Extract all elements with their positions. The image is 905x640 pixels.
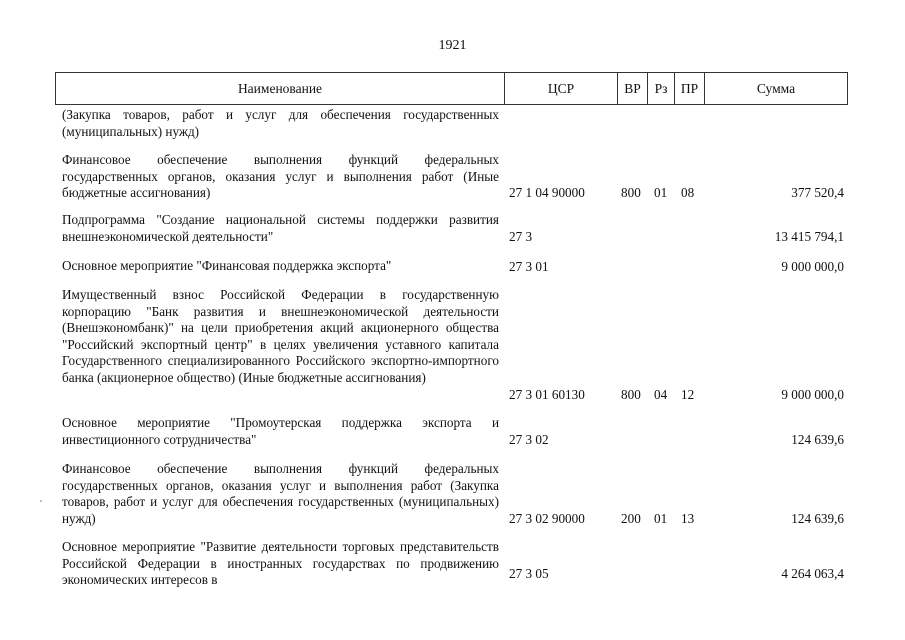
row-pr: 13 xyxy=(681,510,695,526)
row-vr: 800 xyxy=(621,386,641,402)
table-row xyxy=(0,415,905,448)
row-csr: 27 3 01 60130 xyxy=(509,386,585,402)
row-pr: 12 xyxy=(681,386,695,402)
table-row xyxy=(0,107,905,140)
row-rz: 01 xyxy=(654,184,668,200)
row-sum: 9 000 000,0 xyxy=(781,258,844,274)
row-csr: 27 1 04 90000 xyxy=(509,184,585,200)
row-sum: 124 639,6 xyxy=(791,431,844,447)
row-name: Финансовое обеспечение выполнения функций федеральных государственных органов, оказания услуг и выполнения работ (Закупка товаров, работ и услуг для обеспечения государственных (муниципальных) нужд) xyxy=(62,461,499,526)
scan-speck xyxy=(40,500,42,502)
header-sum: Сумма xyxy=(756,81,796,96)
table-row xyxy=(0,287,905,403)
row-csr: 27 3 xyxy=(509,228,533,244)
row-rz: 04 xyxy=(654,386,668,402)
row-sum: 124 639,6 xyxy=(791,510,844,526)
row-name: Финансовое обеспечение выполнения функций федеральных государственных органов, оказания услуг и выполнения работ (Иные бюджетные ассигнования) xyxy=(62,152,499,200)
table-row xyxy=(0,461,905,527)
row-name: Основное мероприятие "Промоутерская поддержка экспорта и инвестиционного сотрудничества" xyxy=(62,415,499,447)
row-name: Основное мероприятие "Развитие деятельности торговых представительств Российской Федерации в иностранных государствах по продвижению экономических интересов в xyxy=(62,539,499,587)
row-sum: 377 520,4 xyxy=(791,184,844,200)
header-pr: ПР xyxy=(680,81,699,96)
row-csr: 27 3 02 xyxy=(509,431,549,447)
row-name: Подпрограмма "Создание национальной системы поддержки развития внешнеэкономической деятельности" xyxy=(62,212,499,244)
header-bottom-rule xyxy=(55,104,848,105)
row-vr: 200 xyxy=(621,510,641,526)
row-sum: 13 415 794,1 xyxy=(774,228,844,244)
table-header xyxy=(55,72,848,104)
table-row xyxy=(0,539,905,589)
row-pr: 08 xyxy=(681,184,695,200)
header-csr: ЦСР xyxy=(547,81,575,96)
page-number: 1921 xyxy=(438,38,467,53)
header-vr: ВР xyxy=(624,81,641,96)
row-rz: 01 xyxy=(654,510,668,526)
row-sum: 9 000 000,0 xyxy=(781,386,844,402)
row-name: (Закупка товаров, работ и услуг для обеспечения государственных (муниципальных) нужд) xyxy=(62,107,499,139)
row-vr: 800 xyxy=(621,184,641,200)
row-sum: 4 264 063,4 xyxy=(781,565,844,581)
header-name: Наименование xyxy=(237,81,323,96)
row-csr: 27 3 01 xyxy=(509,258,549,274)
table-row xyxy=(0,152,905,201)
row-name: Основное мероприятие "Финансовая поддержка экспорта" xyxy=(62,258,392,273)
table-row xyxy=(0,212,905,245)
table-row xyxy=(0,258,905,275)
row-csr: 27 3 05 xyxy=(509,565,549,581)
row-csr: 27 3 02 90000 xyxy=(509,510,585,526)
row-name: Имущественный взнос Российской Федерации в государственную корпорацию "Банк развития и внешнеэкономической деятельности (Внешэкономбанк)" на цели приобретения акций акционерного общества "Российский экспортный центр" в целях увеличения уставного капитала Государственного специализированного Российского экспортно-импортного банка (акционерное общество) (Иные бюджетные ассигнования) xyxy=(62,287,499,385)
header-rz: Рз xyxy=(654,81,668,96)
